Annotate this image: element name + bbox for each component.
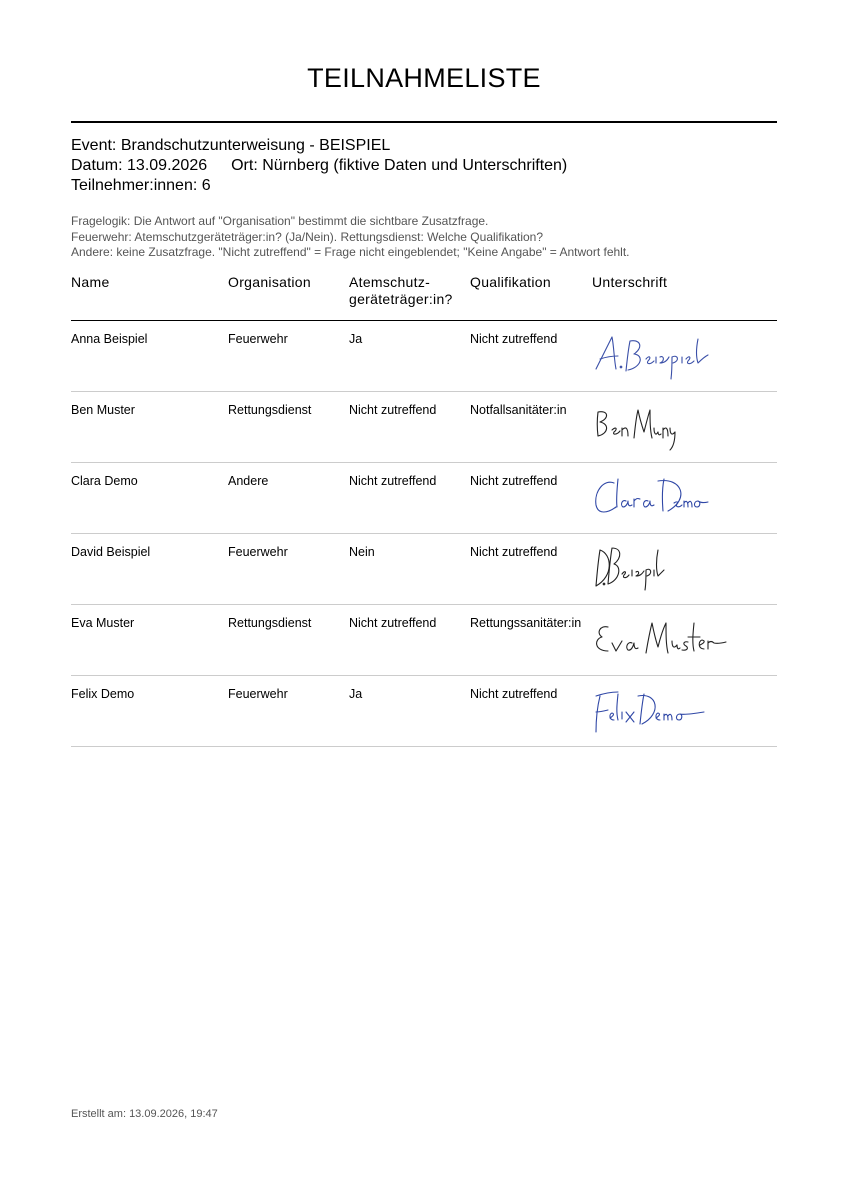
date-label: Datum: <box>71 157 123 174</box>
cell-atemschutz: Nicht zutreffend <box>349 616 437 630</box>
table-row <box>71 463 777 534</box>
cell-qualifikation: Nicht zutreffend <box>470 687 558 701</box>
page-title: TEILNAHMELISTE <box>307 63 541 93</box>
cell-organisation: Andere <box>228 474 269 488</box>
cell-atemschutz: Nein <box>349 545 375 559</box>
header-qualifikation: Qualifikation <box>470 274 551 290</box>
signature-image <box>592 540 672 596</box>
logic-note: Fragelogik: Die Antwort auf "Organisation" bestimmt die sichtbare Zusatzfrage. <box>71 214 489 228</box>
cell-qualifikation: Notfallsanitäter:in <box>470 403 567 417</box>
table-row <box>71 676 777 747</box>
signature-image <box>592 398 682 454</box>
signature-image <box>592 469 712 525</box>
cell-name: Eva Muster <box>71 616 135 630</box>
cell-qualifikation: Nicht zutreffend <box>470 474 558 488</box>
created-timestamp: Erstellt am: 13.09.2026, 19:47 <box>71 1108 218 1120</box>
header-organisation: Organisation <box>228 274 311 290</box>
signature-image <box>592 611 728 667</box>
signature-image <box>592 682 712 738</box>
cell-organisation: Feuerwehr <box>228 332 288 346</box>
header-name: Name <box>71 274 110 290</box>
cell-organisation: Rettungsdienst <box>228 403 312 417</box>
cell-qualifikation: Rettungssanitäter:in <box>470 616 582 630</box>
logic-note: Andere: keine Zusatzfrage. "Nicht zutreffend" = Frage nicht eingeblendet; "Keine Angabe" = Antwort fehlt. <box>71 245 630 259</box>
header-atemschutz-line1: Atemschutz- <box>349 274 431 290</box>
participant-count-line <box>71 176 211 196</box>
signature-image <box>592 327 712 383</box>
table-row <box>71 392 777 463</box>
location-label: Ort: <box>231 157 258 174</box>
location-value: Nürnberg (fiktive Daten und Unterschriften) <box>262 157 568 174</box>
cell-name: Clara Demo <box>71 474 138 488</box>
cell-name: David Beispiel <box>71 545 151 559</box>
cell-organisation: Rettungsdienst <box>228 616 312 630</box>
cell-atemschutz: Nicht zutreffend <box>349 474 437 488</box>
cell-qualifikation: Nicht zutreffend <box>470 545 558 559</box>
cell-atemschutz: Nicht zutreffend <box>349 403 437 417</box>
cell-name: Ben Muster <box>71 403 135 417</box>
table-header <box>71 274 777 321</box>
table-row <box>71 605 777 676</box>
logic-note: Feuerwehr: Atemschutzgeräteträger:in? (Ja/Nein). Rettungsdienst: Welche Qualifikation? <box>71 229 544 244</box>
header-unterschrift: Unterschrift <box>592 274 668 290</box>
date-location-line <box>71 156 567 176</box>
participant-count-label: Teilnehmer:innen: <box>71 177 198 194</box>
header-atemschutz <box>349 274 453 308</box>
cell-qualifikation: Nicht zutreffend <box>470 332 558 346</box>
event-label: Event: <box>71 137 117 154</box>
cell-atemschutz: Ja <box>349 332 363 346</box>
header-atemschutz-line2: geräteträger:in? <box>349 291 453 307</box>
table-body <box>71 321 777 747</box>
cell-name: Anna Beispiel <box>71 332 148 346</box>
question-logic-notes <box>71 214 630 261</box>
event-value: Brandschutzunterweisung - BEISPIEL <box>120 137 391 154</box>
title-divider <box>71 121 777 123</box>
event-line <box>71 136 390 156</box>
table-row <box>71 321 777 392</box>
cell-atemschutz: Ja <box>349 687 363 701</box>
participant-count-value: 6 <box>201 177 211 194</box>
cell-organisation: Feuerwehr <box>228 687 288 701</box>
cell-name: Felix Demo <box>71 687 135 701</box>
cell-organisation: Feuerwehr <box>228 545 288 559</box>
table-row <box>71 534 777 605</box>
date-value: 13.09.2026 <box>127 157 208 174</box>
